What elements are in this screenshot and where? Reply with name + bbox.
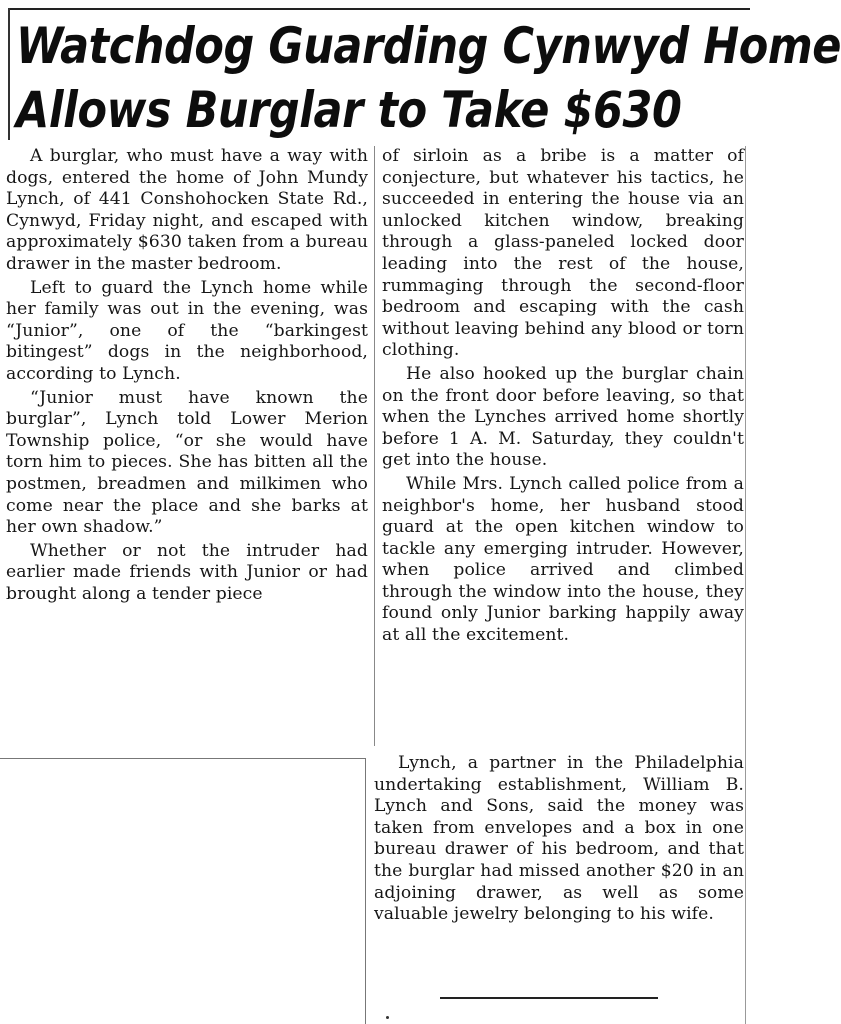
top-rule	[8, 8, 750, 10]
right-edge-rule	[745, 146, 746, 1024]
headline-line-1: Watchdog Guarding Cynwyd Home	[16, 17, 841, 75]
left-rule	[8, 8, 10, 140]
paragraph: He also hooked up the burglar chain on the front door before leaving, so that when the Lynches arrived home shortly before 1 A. M. Saturday, they couldn't get into the house.	[382, 363, 744, 471]
clipping-edge-vertical	[365, 758, 366, 1024]
left-column	[6, 146, 368, 605]
right-column	[382, 146, 744, 647]
print-speck	[386, 1016, 389, 1019]
paragraph: A burglar, who must have a way with dogs, entered the home of John Mundy Lynch, of 441 Conshohocken State Rd., Cynwyd, Friday night, and escaped with approximately $630 taken from a bureau drawer in the master bedroom.	[6, 146, 368, 274]
clipping-edge-horizontal	[0, 758, 366, 759]
paragraph: Left to guard the Lynch home while her family was out in the evening, was “Junior”, one of the “barkingest bitingest” dogs in the neighborhood, according to Lynch.	[6, 277, 368, 384]
column-divider	[374, 146, 375, 746]
continued-column	[374, 753, 744, 926]
paragraph: Lynch, a partner in the Philadelphia undertaking establishment, William B. Lynch and Sons, said the money was taken from envelopes and a box in one bureau drawer of his bedroom, and that the burglar had missed another $20 in an adjoining drawer, as well as some valuable jewelry belonging to his wife.	[374, 753, 744, 925]
headline	[16, 14, 841, 142]
paragraph: of sirloin as a bribe is a matter of conjecture, but whatever his tactics, he succeeded in entering the house via an unlocked kitchen window, breaking through a glass-paneled locked door leading into the rest of the house, rummaging through the second-floor bedroom and escaping with the cash without leaving behind any blood or torn clothing.	[382, 146, 744, 361]
end-of-article-rule	[440, 997, 658, 999]
headline-line-2: Allows Burglar to Take $630	[16, 81, 682, 139]
paragraph: Whether or not the intruder had earlier made friends with Junior or had brought along a tender piece	[6, 540, 368, 604]
paragraph: “Junior must have known the burglar”, Lynch told Lower Merion Township police, “or she would have torn him to pieces. She has bitten all the postmen, breadmen and milkimen who come near the place and she barks at her own shadow.”	[6, 387, 368, 538]
paragraph: While Mrs. Lynch called police from a neighbor's home, her husband stood guard at the open kitchen window to tackle any emerging intruder. However, when police arrived and climbed through the window into the house, they found only Junior barking happily away at all the excitement.	[382, 473, 744, 646]
